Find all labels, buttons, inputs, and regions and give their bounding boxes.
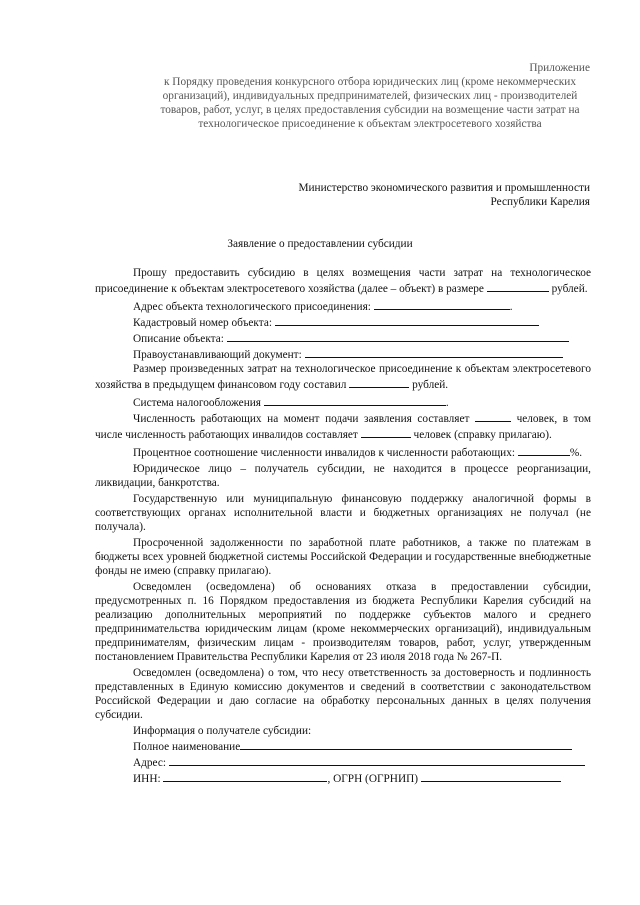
ogrn-label: , ОГРН (ОГРНИП) [327,773,419,785]
title-document-blank[interactable] [305,346,563,358]
headcount-text: Численность работающих на момент подачи заявления составляет [133,413,470,425]
object-description-field [95,330,591,346]
document-title: Заявление о предоставлении субсидии [227,238,413,250]
cadastral-number-blank[interactable] [275,314,539,326]
recipient-block [240,181,590,209]
object-address-field [95,298,591,314]
tax-system-end: . [445,397,449,409]
title-document-label: Правоустанавливающий документ: [133,349,302,361]
ogrn-blank[interactable] [421,770,561,782]
legal-entity-paragraph: Юридическое лицо – получатель субсидии, не находится в процессе реорганизации, ликвидации, банкротства. [95,463,591,489]
address-blank[interactable] [169,754,585,766]
inn-blank[interactable] [163,770,327,782]
percentage-text: Процентное соотношение численности инвалидов к численности работающих: [133,447,515,459]
subsidy-amount-unit: рублей. [551,283,588,295]
tax-system-field [95,394,591,410]
costs-text: Размер произведенных затрат на технологическое присоединение к объектам электросетевого хозяйства в предыдущем финансовом году составил [95,363,591,391]
subsidy-request-text: Прошу предоставить субсидию в целях возмещения части затрат на технологическое присоединение к объектам электросетевого хозяйства (далее – объект) в размере [95,267,591,295]
disabled-headcount-text: человек, в том числе численность работающих инвалидов составляет [95,413,591,441]
headcount-blank[interactable] [475,410,511,422]
address-field [95,754,591,770]
inn-label: ИНН: [133,773,161,785]
object-description-label: Описание объекта: [133,333,224,345]
subsidy-request-paragraph [95,266,591,296]
title-document-field [95,346,591,362]
object-description-blank[interactable] [227,330,569,342]
appendix-text: к Порядку проведения конкурсного отбора юридических лиц (кроме некоммерческих организаций), индивидуальных предпринимателей, физических лиц - производителей товаров, работ, услуг, в целях предоставления субсидии на возмещение части затрат на технологическое присоединение к объектам электросетевого хозяйства [160,76,580,130]
recipient-line-2: Республики Карелия [490,196,590,208]
document-body [95,266,591,786]
recipient-line-1: Министерство экономического развития и промышленности [298,182,590,194]
appendix-caption: Приложение [529,62,590,74]
tax-system-blank[interactable] [264,394,446,406]
percentage-paragraph [95,444,591,460]
disabled-headcount-tail: человек (справку прилагаю). [413,429,552,441]
costs-paragraph [95,362,591,392]
responsibility-paragraph: Осведомлен (осведомлена) о том, что несу ответственность за достоверность и подлинность представленных в Единую комиссию документов и сведений в соответствии с законодательством Российской Федерации и даю согласие на обработку персональных данных в целях получения субсидии. [95,667,591,721]
cadastral-number-field [95,314,591,330]
inn-ogrn-field [95,770,591,786]
percentage-unit: %. [569,447,583,459]
full-name-label: Полное наименование [133,741,241,753]
object-address-label: Адрес объекта технологического присоединения: [133,301,371,313]
cadastral-number-label: Кадастровый номер объекта: [133,317,272,329]
full-name-field [95,738,591,754]
subsidy-amount-blank[interactable] [487,280,549,292]
object-address-end: . [509,301,513,313]
costs-unit: рублей. [412,379,449,391]
headcount-paragraph [95,410,591,442]
object-address-blank[interactable] [374,298,510,310]
percentage-blank[interactable] [518,444,570,456]
full-name-blank[interactable] [240,738,572,750]
refusal-grounds-paragraph: Осведомлен (осведомлена) об основаниях отказа в предоставлении субсидии, предусмотренных п. 16 Порядком предоставления из бюджета Республики Карелия субсидий на реализацию дополнительных мероприятий по поддержке субъектов малого и среднего предпринимательства юридическим лицам (кроме некоммерческих организаций), индивидуальным предпринимателям, физическим лицам - производителям товаров, работ, услуг, утвержденным постановлением Правительства Республики Карелия от 23 июля 2018 года № 267-П. [95,581,591,663]
costs-amount-blank[interactable] [349,376,409,388]
disabled-headcount-blank[interactable] [361,426,411,438]
state-support-paragraph: Государственную или муниципальную финансовую поддержку аналогичной формы в соответствующих органах исполнительной власти и бюджетных организациях не получал (не получала). [95,493,591,533]
recipient-info-title: Информация о получателе субсидии: [133,725,312,737]
tax-system-label: Система налогообложения [133,397,261,409]
debt-paragraph: Просроченной задолженности по заработной плате работников, а также по платежам в бюджеты всех уровней бюджетной системы Российской Федерации и государственные внебюджетные фонды не имею (справку прилагаю). [95,537,591,577]
address-label: Адрес: [133,757,167,769]
appendix-block [120,61,590,131]
